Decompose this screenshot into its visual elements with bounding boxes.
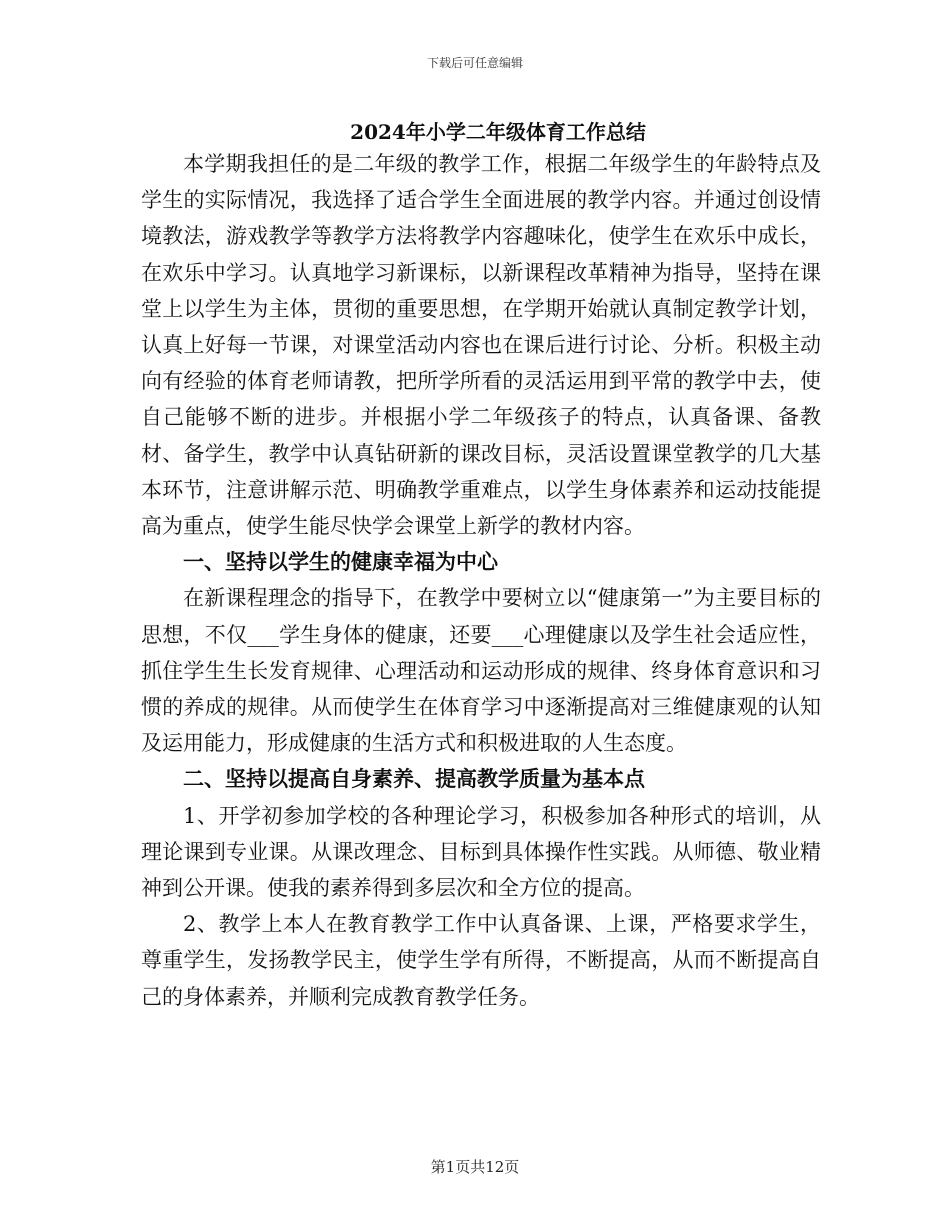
intro-paragraph: 本学期我担任的是二年级的教学工作，根据二年级学生的年龄特点及学生的实际情况，我选择了适合学生全面进展的教学内容。并通过创设情境教法，游戏教学等教学方法将教学内容趣味化，使学生在欢乐中成长，在欢乐中学习。认真地学习新课标，以新课程改革精神为指导，坚持在课堂上以学生为主体，贯彻的重要思想，在学期开始就认真制定教学计划，认真上好每一节课，对课堂活动内容也在课后进行讨论、分析。积极主动向有经验的体育老师请教，把所学所看的灵活运用到平常的教学中去，使自己能够不断的进步。并根据小学二年级孩子的特点，认真备课、备教材、备学生，教学中认真钻研新的课改目标，灵活设置课堂教学的几大基本环节，注意讲解示范、明确教学重难点，以学生身体素养和运动技能提高为重点，使学生能尽快学会课堂上新学的教材内容。: [141, 152, 821, 539]
section-heading-1: 一、坚持以学生的健康幸福为中心: [183, 549, 498, 575]
section-heading-2: 二、坚持以提高自身素养、提高教学质量为基本点: [183, 766, 645, 792]
document-body: [141, 146, 821, 1015]
section-2-item-2: 2、教学上本人在教育教学工作中认真备课、上课，严格要求学生，尊重学生，发扬教学民主，使学生学有所得，不断提高，从而不断提高自己的身体素养，并顺利完成教育教学任务。: [141, 912, 821, 1009]
section-1-paragraph: 在新课程理念的指导下，在教学中要树立以“健康第一”为主要目标的思想，不仅___学生身体的健康，还要___心理健康以及学生社会适应性，抓住学生生长发育规律、心理活动和运动形成的规律、终身体育意识和习惯的养成的规律。从而使学生在体育学习中逐渐提高对三维健康观的认知及运用能力，形成健康的生活方式和积极进取的人生态度。: [141, 586, 821, 756]
header-note: 下载后可任意编辑: [426, 56, 523, 70]
page-footer: 第1页共12页: [430, 1158, 520, 1176]
section-2-item-1: 1、开学初参加学校的各种理论学习，积极参加各种形式的培训，从理论课到专业课。从课改理念、目标到具体操作性实践。从师德、敬业精神到公开课。使我的素养得到多层次和全方位的提高。: [141, 803, 821, 901]
document-title: 2024年小学二年级体育工作总结: [350, 120, 646, 144]
